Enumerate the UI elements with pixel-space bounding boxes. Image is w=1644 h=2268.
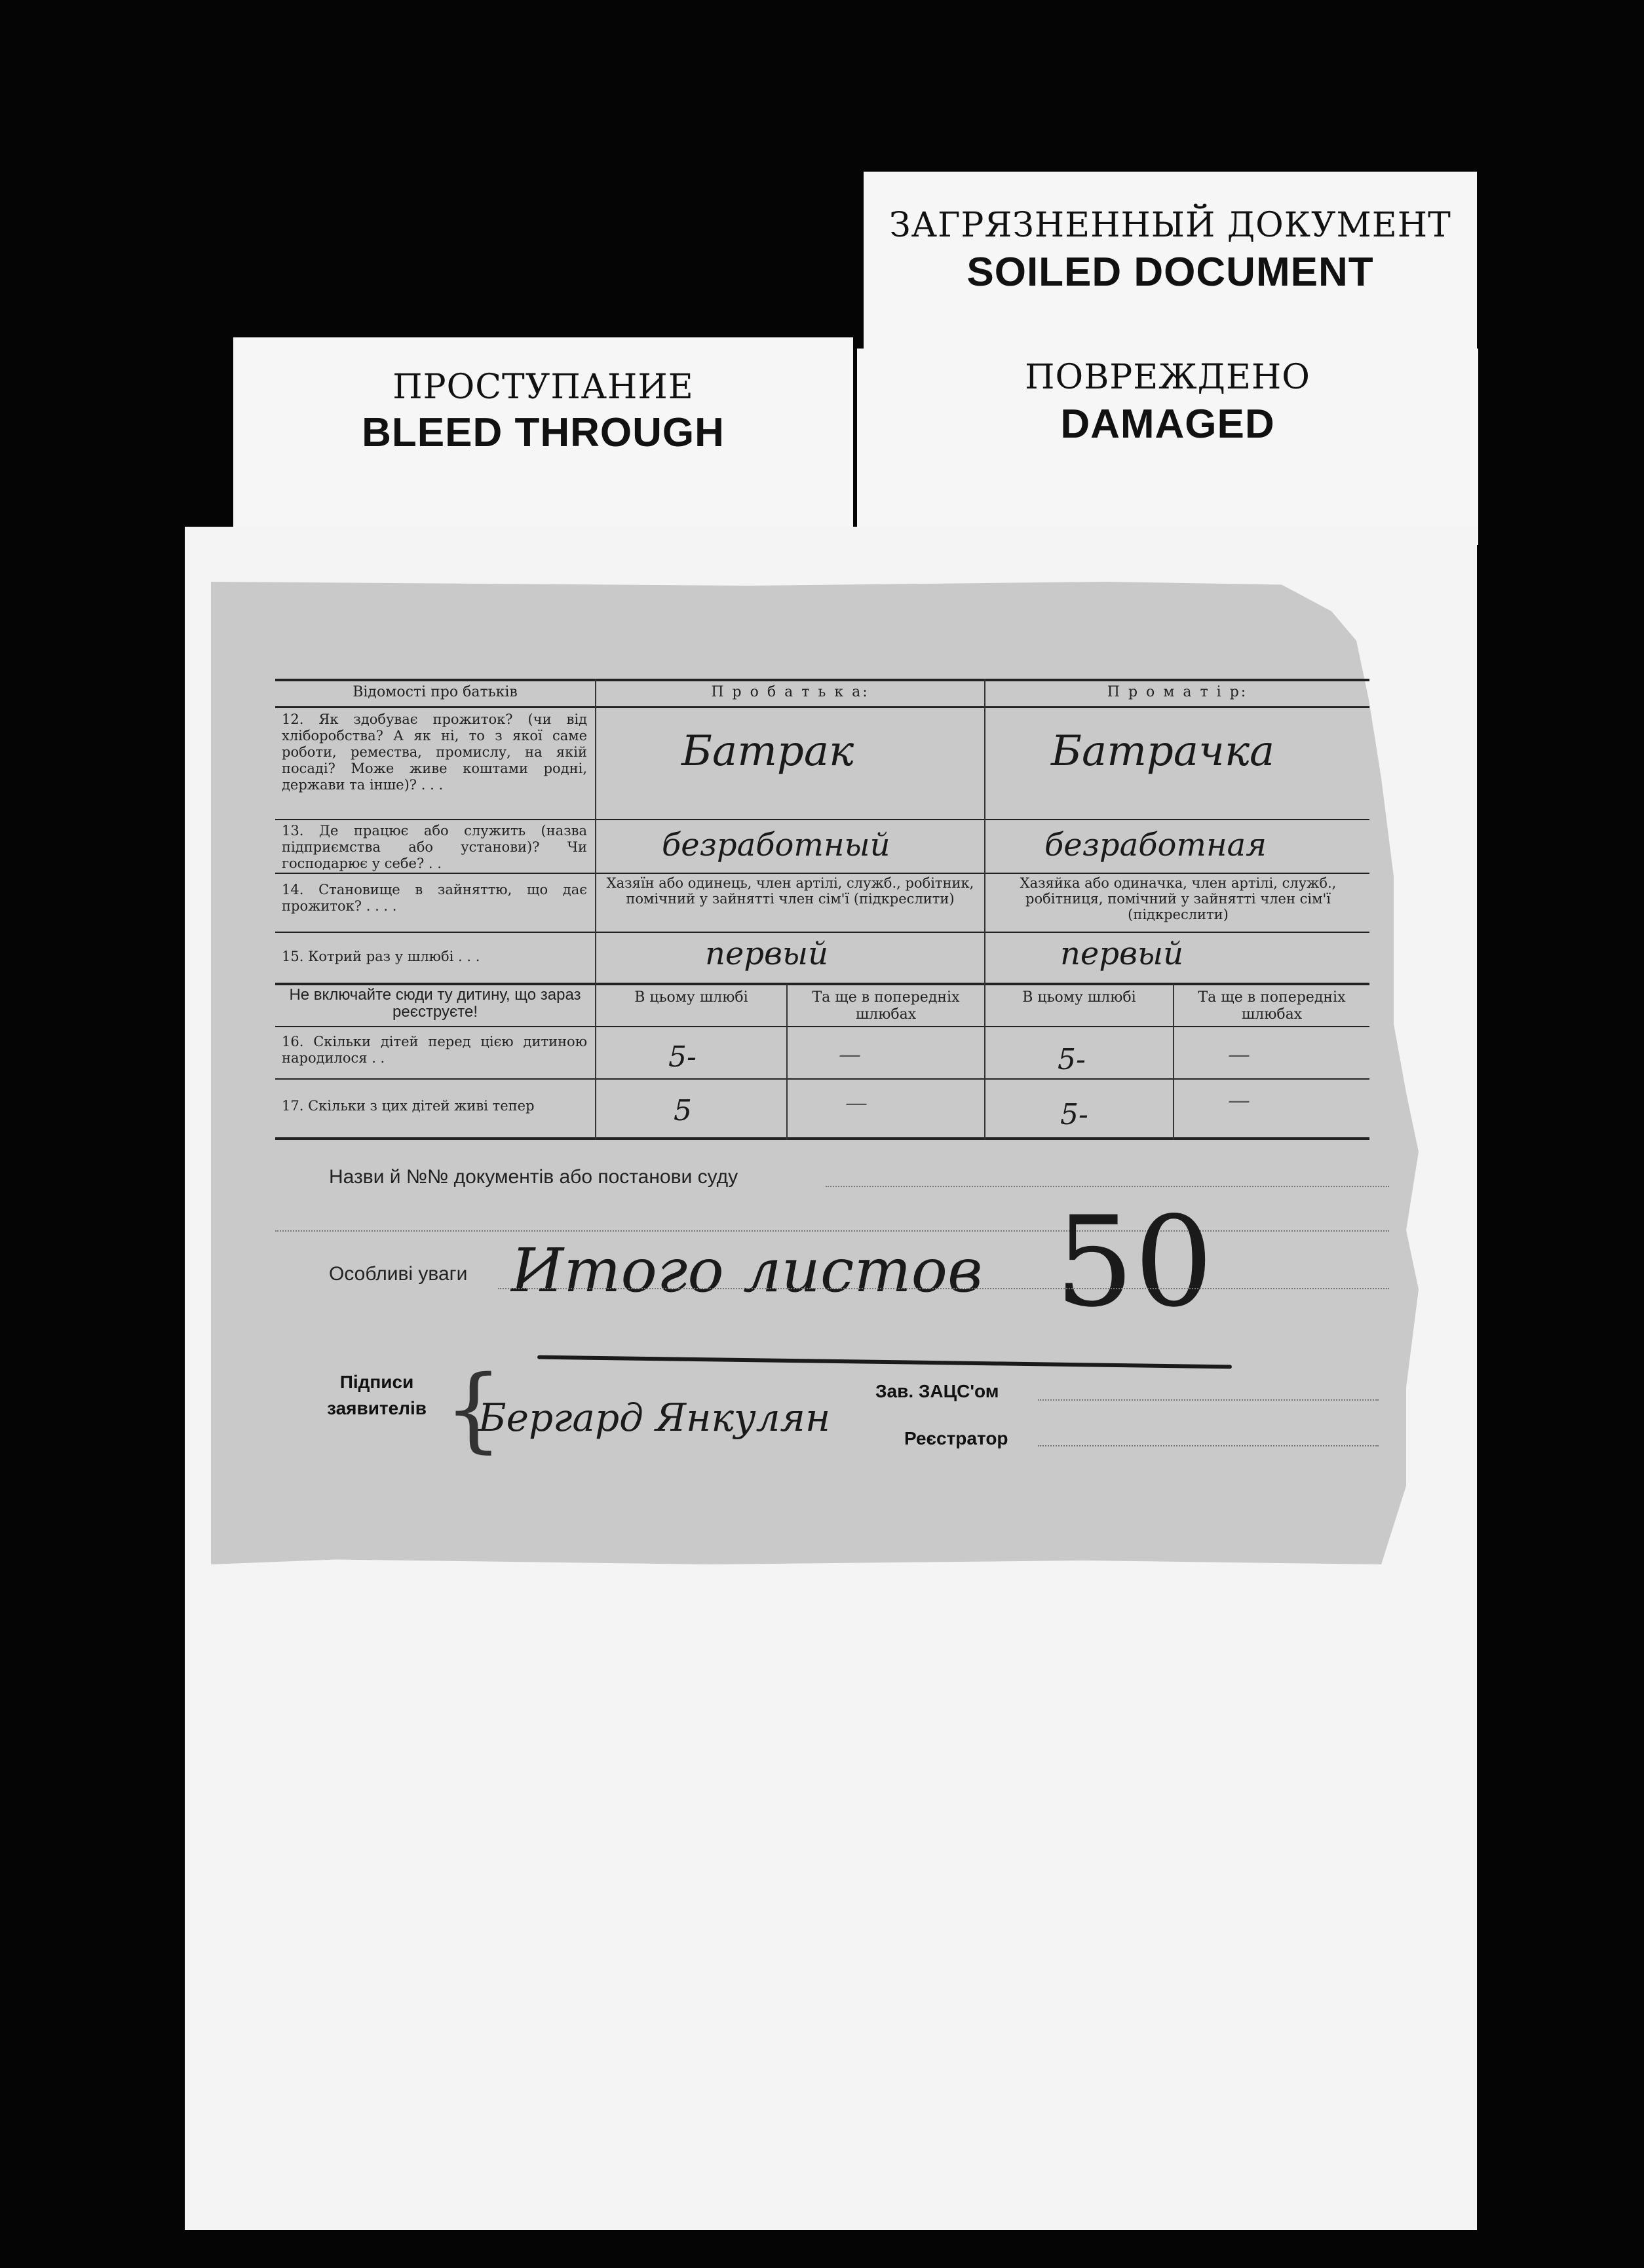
father-children-alive-prev-hw: —	[845, 1090, 868, 1116]
children-note: Не включайте сюди ту дитину, що зараз реєструєте!	[289, 986, 581, 1021]
remarks-label: Особливі уваги	[329, 1263, 468, 1285]
question-17: 17. Скільки з цих дітей живі тепер	[282, 1098, 535, 1114]
mother-work-hw: безработная	[1044, 827, 1267, 863]
documents-label: Назви й №№ документів або постанови суду	[329, 1166, 738, 1188]
question-14: 14. Становище в зайняттю, що дає прожиток? . . . .	[282, 882, 587, 914]
father-occupation-hw: Батрак	[681, 727, 854, 776]
father-marriage-hw: первый	[705, 936, 828, 972]
remarks-hw: Итого листов	[511, 1236, 983, 1306]
father-children-born-hw: 5-	[668, 1040, 697, 1074]
mother-children-alive-hw: 5-	[1060, 1098, 1088, 1131]
soiled-label-ru: ЗАГРЯЗНЕННЫЙ ДОКУМЕНТ	[889, 206, 1451, 245]
question-15: 15. Котрий раз у шлюбі . . .	[282, 949, 480, 964]
zags-head-label: Зав. ЗАЦС'ом	[875, 1381, 999, 1401]
bleed-through-card	[233, 337, 853, 547]
father-this-marriage-header: В цьому шлюбі	[634, 989, 748, 1006]
mother-this-marriage-header: В цьому шлюбі	[1022, 989, 1136, 1006]
bleed-label-en: BLEED THROUGH	[362, 410, 725, 455]
bleed-label-ru: ПРОСТУПАНИЕ	[392, 368, 694, 407]
header-father: П р о б а т ь к а:	[711, 684, 870, 700]
damaged-label-ru: ПОВРЕЖДЕНО	[1025, 358, 1310, 397]
header-info: Відомості про батьків	[353, 684, 518, 700]
damaged-card	[857, 349, 1478, 545]
applicant-signature-hw: Бергард Янкулян	[478, 1395, 831, 1440]
registrar-label: Реєстратор	[904, 1428, 1008, 1448]
father-children-alive-hw: 5	[674, 1094, 692, 1127]
mother-previous-header: Та ще в попередніх шлюбах	[1198, 989, 1346, 1023]
mother-marriage-hw: первый	[1060, 936, 1183, 972]
father-status-options: Хазяїн або одинець, член артілі, служб., робітник, помічний у зайнятті член сім'ї (підкреслити)	[606, 875, 974, 907]
remarks-number-hw: 50	[1055, 1190, 1214, 1334]
father-work-hw: безработный	[662, 827, 890, 863]
damaged-label-en: DAMAGED	[1060, 402, 1275, 447]
header-mother: П р о м а т і р:	[1107, 684, 1248, 700]
soiled-document-card	[864, 172, 1477, 368]
father-previous-header: Та ще в попередніх шлюбах	[812, 989, 960, 1023]
mother-occupation-hw: Батрачка	[1051, 727, 1275, 776]
father-children-born-prev-hw: —	[839, 1042, 861, 1068]
mother-status-options: Хазяйка або одиначка, член артілі, служб., робітниця, помічний у зайнятті член сім'ї (підкреслити)	[1020, 875, 1337, 922]
question-13: 13. Де працює або служить (назва підприємства або установи)? Чи господарює у себе? . .	[282, 823, 587, 871]
question-12: 12. Як здобуває прожиток? (чи від хліборобства? А як ні, то з якої саме роботи, ремества, промислу, на якій посаді? Може живе коштами родні, держави та інше)? . . .	[282, 711, 587, 793]
question-16: 16. Скільки дітей перед цією дитиною народилося . .	[282, 1034, 587, 1066]
soiled-label-en: SOILED DOCUMENT	[966, 250, 1374, 295]
signatures-label: Підписи заявителів	[327, 1372, 427, 1418]
mother-children-alive-prev-hw: —	[1228, 1087, 1250, 1114]
mother-children-born-hw: 5-	[1058, 1043, 1086, 1076]
signature-brace: {	[444, 1356, 503, 1463]
mother-children-born-prev-hw: —	[1228, 1042, 1250, 1068]
